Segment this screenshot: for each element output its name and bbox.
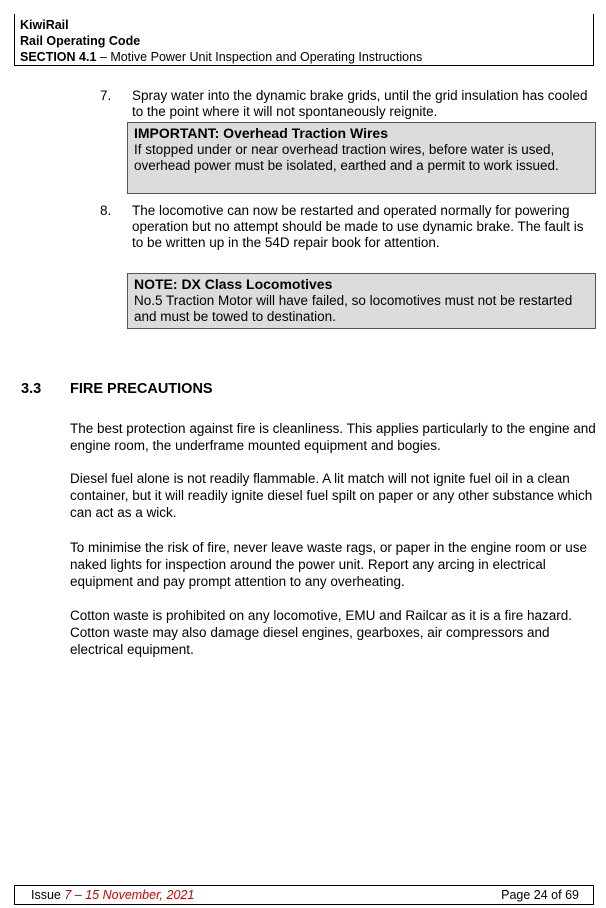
important-callout: [127, 122, 596, 194]
paragraph-cotton-waste: Cotton waste is prohibited on any locomotive, EMU and Railcar as it is a fire hazard. Cotton waste may also damage diesel engines, gearboxes, air compressors and electrical equipment.: [70, 608, 572, 657]
step-8: [100, 203, 590, 269]
footer-issue-label: Issue: [31, 888, 65, 902]
callout-body: No.5 Traction Motor will have failed, so locomotives must not be restarted and must be towed to destination.: [134, 293, 573, 324]
section-number: 3.3: [21, 381, 42, 397]
document-header: [14, 14, 594, 66]
header-code: Rail Operating Code: [20, 34, 141, 48]
paragraph-minimise-risk: To minimise the risk of fire, never leave waste rags, or paper in the engine room or use naked lights for inspection around the power unit. Report any arcing in electrical equipment and pay prompt attention to any overheating.: [70, 540, 587, 589]
header-section-label: SECTION 4.1: [20, 50, 97, 64]
step-7: [100, 88, 590, 122]
callout-title: IMPORTANT: Overhead Traction Wires: [134, 125, 388, 141]
step-text: Spray water into the dynamic brake grids, until the grid insulation has cooled to the point where it will not spontaneously reignite.: [132, 88, 588, 119]
footer-issue-value: 7 – 15 November, 2021: [64, 888, 195, 902]
section-title: FIRE PRECAUTIONS: [70, 381, 213, 397]
note-callout: [127, 273, 596, 329]
document-footer: [14, 885, 594, 905]
header-section: [20, 49, 588, 65]
paragraph-cleanliness: The best protection against fire is cleanliness. This applies particularly to the engine and engine room, the underframe mounted equipment and bogies.: [70, 421, 596, 453]
header-org: KiwiRail: [20, 18, 69, 32]
paragraph-diesel-fuel: Diesel fuel alone is not readily flammable. A lit match will not ignite fuel oil in a clean container, but it will readily ignite diesel fuel spilt on paper or any other substance which can act as a wick.: [70, 471, 593, 520]
step-text: The locomotive can now be restarted and operated normally for powering operation but no attempt should be made to use dynamic brake. The fault is to be written up in the 54D repair book for attention.: [132, 203, 584, 250]
step-number: 8.: [100, 203, 112, 218]
step-number: 7.: [100, 88, 112, 103]
footer-issue: [31, 886, 194, 904]
callout-body: If stopped under or near overhead traction wires, before water is used, overhead power must be isolated, earthed and a permit to work issued.: [134, 142, 559, 173]
header-section-desc: – Motive Power Unit Inspection and Operating Instructions: [96, 50, 423, 64]
footer-page-number: Page 24 of 69: [501, 888, 579, 902]
callout-title: NOTE: DX Class Locomotives: [134, 276, 333, 292]
